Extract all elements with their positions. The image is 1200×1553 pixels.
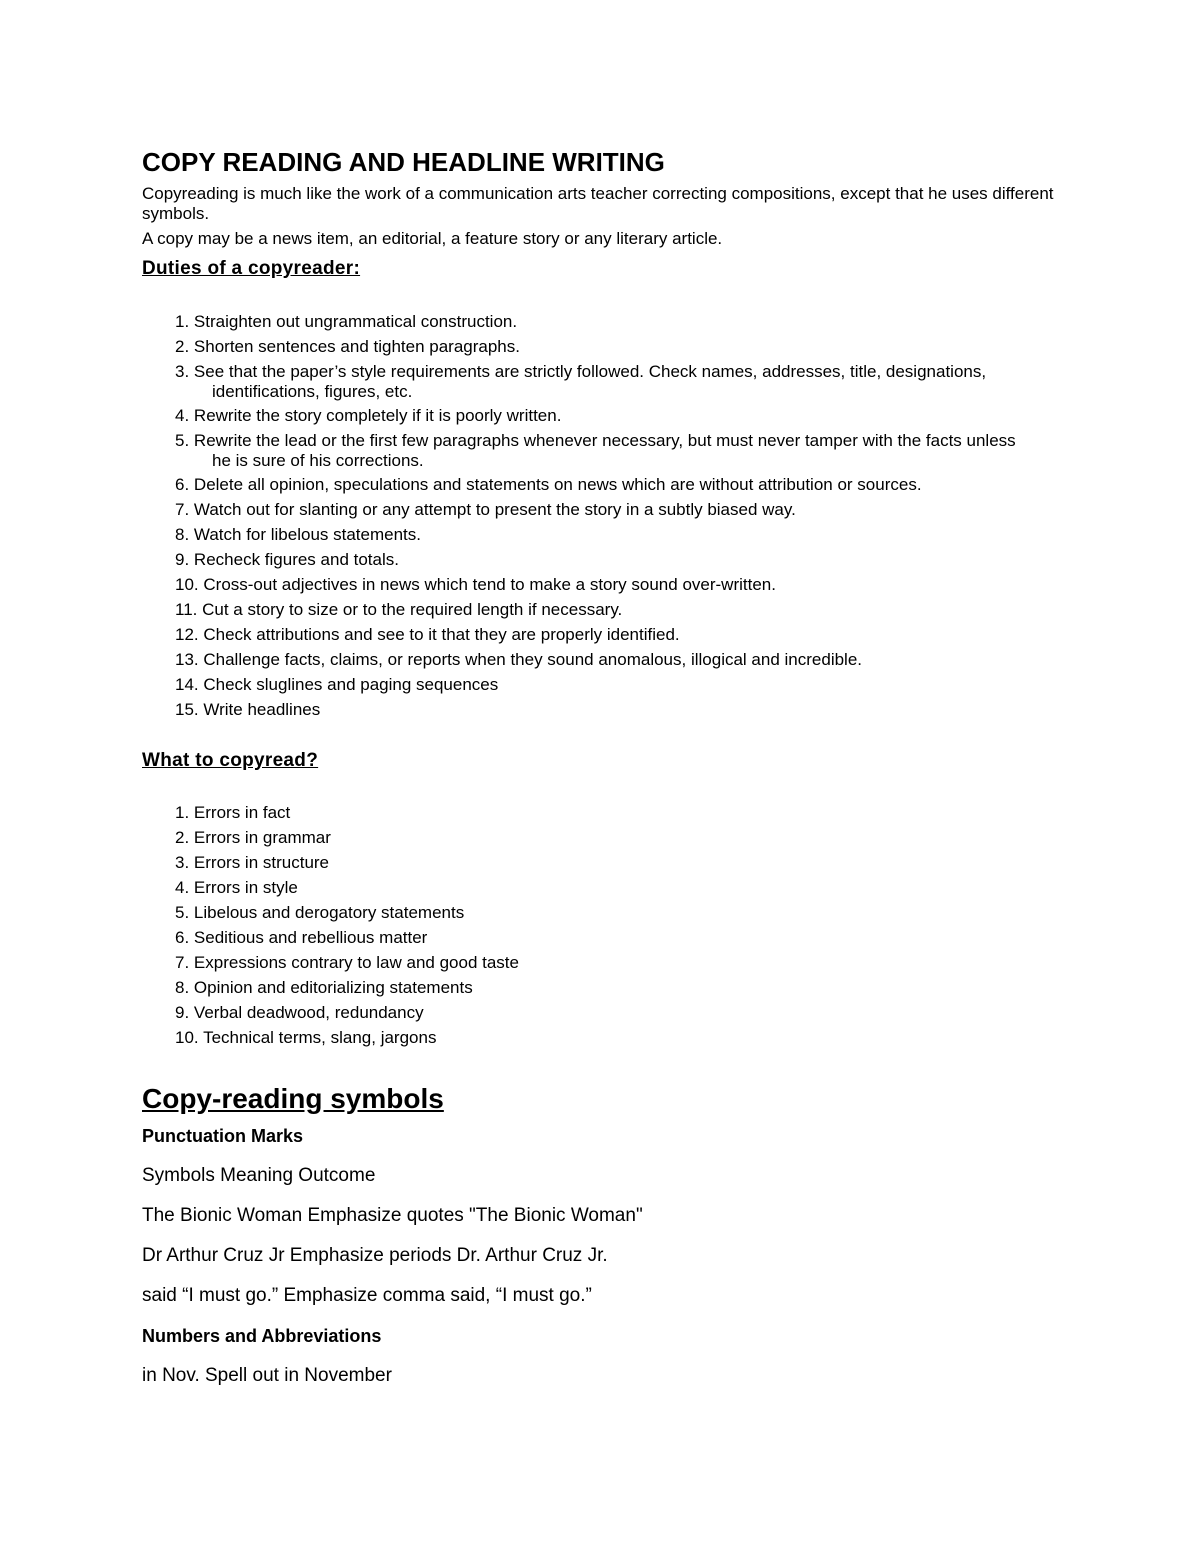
list-item: 15. Write headlines (175, 700, 321, 719)
list-item: 7. Expressions contrary to law and good taste (175, 953, 519, 972)
list-item: 10. Technical terms, slang, jargons (175, 1028, 437, 1047)
list-item: 1. Straighten out ungrammatical construction. (175, 312, 518, 331)
numbers-line: in Nov. Spell out in November (142, 1365, 392, 1386)
punctuation-line: The Bionic Woman Emphasize quotes "The Bionic Woman" (142, 1205, 643, 1226)
document-title: COPY READING AND HEADLINE WRITING (142, 147, 665, 177)
list-item: 2. Errors in grammar (175, 828, 331, 847)
punctuation-line: Symbols Meaning Outcome (142, 1165, 376, 1186)
duties-list (142, 312, 1072, 720)
list-item: 9. Recheck figures and totals. (175, 550, 399, 569)
list-item: 12. Check attributions and see to it that they are properly identified. (175, 625, 680, 644)
list-item: 2. Shorten sentences and tighten paragraphs. (175, 337, 520, 356)
document-content (142, 146, 1072, 1387)
duties-heading: Duties of a copyreader: (142, 258, 361, 279)
list-item: 9. Verbal deadwood, redundancy (175, 1003, 424, 1022)
list-item: 3. See that the paper’s style requirements are strictly followed. Check names, addresses, title, designations, identifications, figures, etc. (175, 362, 987, 401)
list-item: 11. Cut a story to size or to the required length if necessary. (175, 600, 623, 619)
copyread-list (142, 803, 1072, 1048)
list-item: 5. Libelous and derogatory statements (175, 903, 465, 922)
list-item: 8. Opinion and editorializing statements (175, 978, 473, 997)
punctuation-line: said “I must go.” Emphasize comma said, “I must go.” (142, 1285, 592, 1306)
list-item: 13. Challenge facts, claims, or reports when they sound anomalous, illogical and incredible. (175, 650, 863, 669)
list-item: 8. Watch for libelous statements. (175, 525, 421, 544)
list-item: 7. Watch out for slanting or any attempt to present the story in a subtly biased way. (175, 500, 796, 519)
list-item: 6. Seditious and rebellious matter (175, 928, 428, 947)
intro-paragraph-1: Copyreading is much like the work of a communication arts teacher correcting compositions, except that he uses different symbols. (142, 184, 1054, 223)
list-item: 4. Errors in style (175, 878, 298, 897)
list-item: 4. Rewrite the story completely if it is poorly written. (175, 406, 562, 425)
punctuation-heading: Punctuation Marks (142, 1126, 304, 1146)
intro-paragraph-2: A copy may be a news item, an editorial, a feature story or any literary article. (142, 229, 723, 248)
list-item: 3. Errors in structure (175, 853, 330, 872)
numbers-heading: Numbers and Abbreviations (142, 1326, 382, 1346)
list-item: 5. Rewrite the lead or the first few paragraphs whenever necessary, but must never tamper with the facts unless he is sure of his corrections. (175, 431, 1016, 470)
list-item: 14. Check sluglines and paging sequences (175, 675, 499, 694)
list-item: 6. Delete all opinion, speculations and statements on news which are without attribution or sources. (175, 475, 922, 494)
list-item: 10. Cross-out adjectives in news which tend to make a story sound over-written. (175, 575, 776, 594)
punctuation-line: Dr Arthur Cruz Jr Emphasize periods Dr. Arthur Cruz Jr. (142, 1245, 608, 1266)
symbols-heading: Copy-reading symbols (142, 1083, 444, 1114)
list-item: 1. Errors in fact (175, 803, 291, 822)
copyread-heading: What to copyread? (142, 750, 319, 771)
